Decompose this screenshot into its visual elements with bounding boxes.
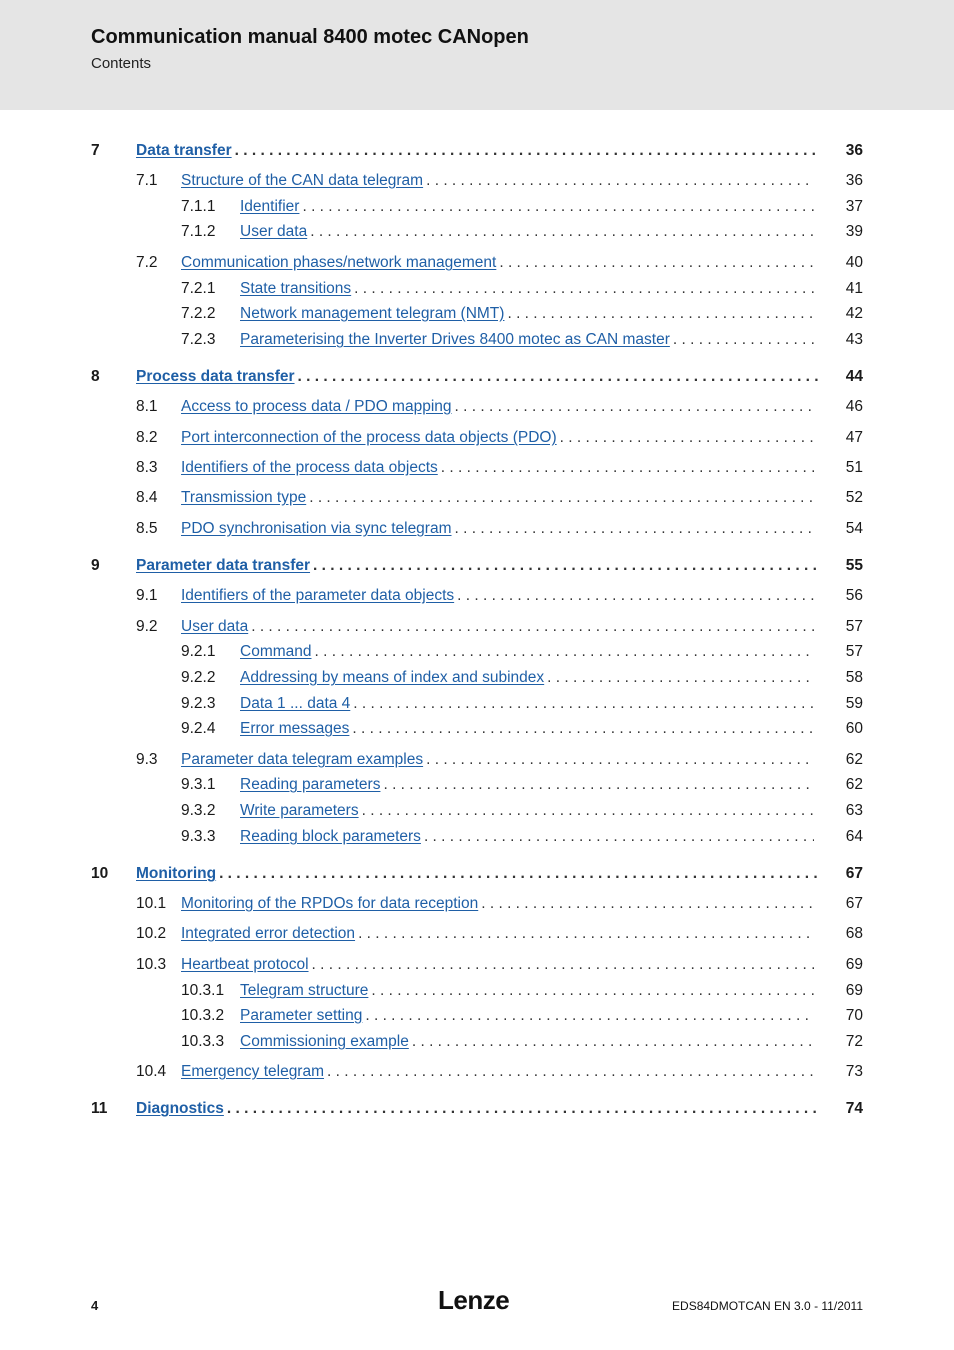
- toc-row: [0, 395, 954, 419]
- toc-page-number: 43: [845, 331, 863, 348]
- toc-link[interactable]: Identifiers of the parameter data objects: [181, 587, 455, 604]
- dot-leader: [409, 1030, 814, 1054]
- toc-number: 9.2.3: [181, 695, 216, 712]
- toc-page-number: 59: [845, 695, 863, 712]
- toc-link[interactable]: Monitoring: [136, 865, 217, 882]
- toc-number: 10.1: [136, 895, 167, 912]
- toc-page-number: 63: [845, 802, 863, 819]
- toc-page-number: 46: [845, 398, 863, 415]
- toc-number: 11: [91, 1100, 108, 1117]
- dot-leader: [306, 486, 814, 510]
- dot-leader: [349, 717, 814, 741]
- toc-row: [0, 953, 954, 977]
- toc-row: [0, 1060, 954, 1084]
- toc-page-number: 55: [845, 557, 863, 574]
- toc-row: [0, 922, 954, 946]
- page-number: 4: [91, 1298, 99, 1313]
- toc-number: 9.2.4: [181, 720, 216, 737]
- toc-link[interactable]: Process data transfer: [136, 368, 295, 385]
- toc-page-number: 39: [845, 223, 863, 240]
- toc-number: 7: [91, 142, 100, 159]
- toc-link[interactable]: Transmission type: [181, 489, 307, 506]
- toc-row: [0, 517, 954, 541]
- toc-entry: [240, 640, 814, 664]
- dot-leader: [248, 615, 814, 639]
- toc-number: 7.2: [136, 254, 158, 271]
- toc-link[interactable]: Data transfer: [136, 142, 232, 159]
- toc-link[interactable]: Telegram structure: [240, 982, 369, 999]
- dot-leader: [438, 456, 814, 480]
- toc-page-number: 42: [845, 305, 863, 322]
- toc-link[interactable]: Access to process data / PDO mapping: [181, 398, 452, 415]
- toc-number: 7.1.2: [181, 223, 216, 240]
- toc-entry: [136, 862, 820, 886]
- toc-page-number: 36: [845, 142, 863, 159]
- toc-page-number: 56: [845, 587, 863, 604]
- toc-link[interactable]: Reading parameters: [240, 776, 381, 793]
- toc-page-number: 58: [845, 669, 863, 686]
- toc-entry: [136, 1097, 820, 1121]
- toc-page-number: 69: [845, 956, 863, 973]
- toc-row: [0, 1004, 954, 1028]
- dot-leader: [544, 666, 814, 690]
- toc-entry: [240, 825, 814, 849]
- dot-leader: [307, 220, 814, 244]
- dot-leader: [355, 922, 814, 946]
- toc-page-number: 57: [845, 643, 863, 660]
- toc-number: 8.4: [136, 489, 158, 506]
- toc-number: 9.2.2: [181, 669, 216, 686]
- toc-number: 9.3.3: [181, 828, 216, 845]
- page-header: [0, 0, 954, 110]
- dot-leader: [380, 773, 814, 797]
- toc-row: [0, 892, 954, 916]
- dot-leader: [310, 554, 820, 578]
- dot-leader: [324, 1060, 814, 1084]
- toc-page-number: 37: [845, 198, 863, 215]
- toc-row: [0, 748, 954, 772]
- toc-link[interactable]: Identifier: [240, 198, 300, 215]
- toc-entry: [240, 1030, 814, 1054]
- toc-number: 9: [91, 557, 100, 574]
- toc-entry: [240, 773, 814, 797]
- toc-row: [0, 426, 954, 450]
- toc-link[interactable]: Command: [240, 643, 312, 660]
- toc-number: 8.2: [136, 429, 158, 446]
- toc-entry: [136, 554, 820, 578]
- toc-link[interactable]: Write parameters: [240, 802, 359, 819]
- toc-entry: [136, 365, 820, 389]
- toc-number: 8.1: [136, 398, 158, 415]
- toc-link[interactable]: Monitoring of the RPDOs for data reception: [181, 895, 479, 912]
- toc-link[interactable]: Commissioning example: [240, 1033, 409, 1050]
- toc-number: 9.3.2: [181, 802, 216, 819]
- dot-leader: [295, 365, 820, 389]
- toc-number: 10.3: [136, 956, 167, 973]
- dot-leader: [351, 277, 814, 301]
- toc-entry: [181, 922, 814, 946]
- toc-entry: [136, 139, 820, 163]
- toc-page-number: 40: [845, 254, 863, 271]
- section-label: Contents: [91, 55, 152, 72]
- toc-entry: [181, 426, 814, 450]
- dot-leader: [350, 692, 814, 716]
- toc-row: [0, 773, 954, 797]
- lenze-logo: Lenze: [438, 1285, 510, 1315]
- toc-row: [0, 456, 954, 480]
- toc-number: 9.3.1: [181, 776, 216, 793]
- toc-number: 10.3.2: [181, 1007, 225, 1024]
- toc-entry: [240, 979, 814, 1003]
- toc-link[interactable]: Communication phases/network management: [181, 254, 497, 271]
- document-title: Communication manual 8400 motec CANopen: [91, 26, 529, 48]
- toc-row: [0, 1030, 954, 1054]
- dot-leader: [454, 584, 814, 608]
- toc-number: 7.1: [136, 172, 158, 189]
- toc-number: 7.2.3: [181, 331, 216, 348]
- toc-row: [0, 139, 954, 163]
- toc-link[interactable]: Port interconnection of the process data objects (PDO): [181, 429, 557, 446]
- dot-leader: [557, 426, 814, 450]
- toc-entry: [181, 615, 814, 639]
- toc-page-number: 70: [845, 1007, 863, 1024]
- toc-entry: [240, 302, 814, 326]
- toc-row: [0, 862, 954, 886]
- toc-page-number: 72: [845, 1033, 863, 1050]
- toc-page-number: 69: [845, 982, 863, 999]
- toc-number: 7.1.1: [181, 198, 216, 215]
- toc-entry: [240, 195, 814, 219]
- toc-page-number: 62: [845, 751, 863, 768]
- toc-entry: [240, 277, 814, 301]
- toc-link[interactable]: Heartbeat protocol: [181, 956, 309, 973]
- toc-number: 10.3.1: [181, 982, 225, 999]
- toc-row: [0, 554, 954, 578]
- toc-number: 9.2: [136, 618, 158, 635]
- toc-row: [0, 799, 954, 823]
- toc-link[interactable]: Reading block parameters: [240, 828, 421, 845]
- toc-link[interactable]: User data: [240, 223, 308, 240]
- toc-page-number: 57: [845, 618, 863, 635]
- toc-link[interactable]: Parameter data transfer: [136, 557, 311, 574]
- toc-link[interactable]: Identifiers of the process data objects: [181, 459, 438, 476]
- toc-row: [0, 486, 954, 510]
- toc-entry: [181, 517, 814, 541]
- toc-page-number: 60: [845, 720, 863, 737]
- toc-page-number: 74: [845, 1100, 863, 1117]
- dot-leader: [452, 517, 814, 541]
- toc-row: [0, 1097, 954, 1121]
- toc-page-number: 51: [845, 459, 863, 476]
- toc-number: 7.2.1: [181, 280, 216, 297]
- toc-page-number: 47: [845, 429, 863, 446]
- toc-page-number: 36: [845, 172, 863, 189]
- toc-row: [0, 825, 954, 849]
- toc-row: [0, 717, 954, 741]
- toc-link[interactable]: Parameter data telegram examples: [181, 751, 424, 768]
- dot-leader: [309, 953, 814, 977]
- toc-entry: [240, 220, 814, 244]
- toc-row: [0, 584, 954, 608]
- toc-link[interactable]: Data 1 ... data 4: [240, 695, 351, 712]
- toc-row: [0, 979, 954, 1003]
- toc-number: 10.3.3: [181, 1033, 225, 1050]
- toc-page-number: 52: [845, 489, 863, 506]
- toc-page-number: 62: [845, 776, 863, 793]
- toc-row: [0, 666, 954, 690]
- toc-row: [0, 302, 954, 326]
- toc-link[interactable]: Integrated error detection: [181, 925, 356, 942]
- toc-link[interactable]: Parameterising the Inverter Drives 8400 motec as CAN master: [240, 331, 670, 348]
- dot-leader: [232, 139, 820, 163]
- toc-page-number: 67: [845, 895, 863, 912]
- document-id: EDS84DMOTCAN EN 3.0 - 11/2011: [672, 1299, 863, 1313]
- toc-entry: [240, 328, 814, 352]
- dot-leader: [421, 825, 814, 849]
- toc-page-number: 54: [845, 520, 863, 537]
- toc-link[interactable]: Structure of the CAN data telegram: [181, 172, 424, 189]
- toc-entry: [240, 799, 814, 823]
- toc-row: [0, 277, 954, 301]
- toc-link[interactable]: PDO synchronisation via sync telegram: [181, 520, 452, 537]
- toc-entry: [240, 692, 814, 716]
- toc-number: 8.3: [136, 459, 158, 476]
- toc-entry: [240, 666, 814, 690]
- toc-link[interactable]: Parameter setting: [240, 1007, 363, 1024]
- toc-link[interactable]: User data: [181, 618, 249, 635]
- toc-entry: [181, 953, 814, 977]
- toc-link[interactable]: Error messages: [240, 720, 350, 737]
- toc-number: 8: [91, 368, 100, 385]
- dot-leader: [478, 892, 814, 916]
- dot-leader: [359, 799, 814, 823]
- toc-link[interactable]: State transitions: [240, 280, 352, 297]
- toc-row: [0, 328, 954, 352]
- toc-link[interactable]: Addressing by means of index and subindex: [240, 669, 545, 686]
- toc-entry: [181, 584, 814, 608]
- toc-number: 8.5: [136, 520, 158, 537]
- dot-leader: [452, 395, 814, 419]
- toc-link[interactable]: Diagnostics: [136, 1100, 224, 1117]
- toc-page-number: 73: [845, 1063, 863, 1080]
- dot-leader: [423, 169, 814, 193]
- dot-leader: [504, 302, 814, 326]
- toc-entry: [181, 486, 814, 510]
- toc-link[interactable]: Emergency telegram: [181, 1063, 325, 1080]
- toc-entry: [181, 251, 814, 275]
- toc-row: [0, 692, 954, 716]
- toc-entry: [181, 456, 814, 480]
- dot-leader: [312, 640, 815, 664]
- toc-row: [0, 615, 954, 639]
- toc-row: [0, 640, 954, 664]
- dot-leader: [216, 862, 820, 886]
- toc-entry: [181, 169, 814, 193]
- toc-row: [0, 195, 954, 219]
- toc-number: 9.1: [136, 587, 158, 604]
- toc-entry: [181, 892, 814, 916]
- toc-page-number: 64: [845, 828, 863, 845]
- dot-leader: [496, 251, 814, 275]
- toc-page-number: 67: [845, 865, 863, 882]
- toc-row: [0, 365, 954, 389]
- toc-link[interactable]: Network management telegram (NMT): [240, 305, 505, 322]
- dot-leader: [362, 1004, 814, 1028]
- dot-leader: [368, 979, 814, 1003]
- toc-page-number: 41: [845, 280, 863, 297]
- toc-number: 10.4: [136, 1063, 167, 1080]
- toc-number: 10: [91, 865, 109, 882]
- toc-row: [0, 251, 954, 275]
- dot-leader: [299, 195, 814, 219]
- toc-page-number: 68: [845, 925, 863, 942]
- toc-entry: [181, 748, 814, 772]
- dot-leader: [670, 328, 814, 352]
- toc-number: 9.3: [136, 751, 158, 768]
- toc-row: [0, 169, 954, 193]
- toc-number: 10.2: [136, 925, 167, 942]
- toc-number: 7.2.2: [181, 305, 216, 322]
- toc-entry: [240, 1004, 814, 1028]
- toc-row: [0, 220, 954, 244]
- toc-page-number: 44: [845, 368, 863, 385]
- dot-leader: [423, 748, 814, 772]
- dot-leader: [224, 1097, 820, 1121]
- toc-entry: [181, 1060, 814, 1084]
- toc-number: 9.2.1: [181, 643, 216, 660]
- toc-entry: [240, 717, 814, 741]
- toc-entry: [181, 395, 814, 419]
